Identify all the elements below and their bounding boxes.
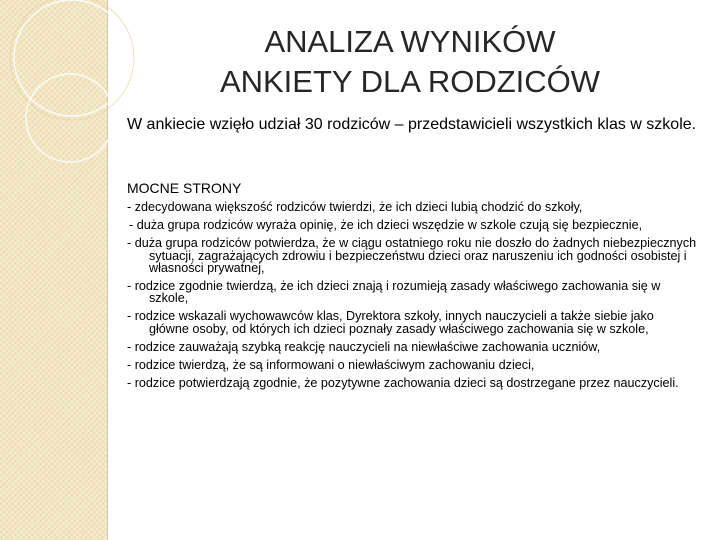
section-heading: MOCNE STRONY — [127, 180, 242, 196]
list-item: - duża grupa rodziców wyraża opinię, że ich dzieci wszędzie w szkole czują się bezpiecznie, — [129, 218, 643, 233]
title-line-2: ANKIETY DLA RODZICÓW — [219, 64, 601, 99]
decor-circle-small — [26, 74, 114, 162]
list-item: - rodzice zauważają szybką reakcję nauczycieli na niewłaściwe zachowania uczniów, — [127, 339, 601, 354]
list-item: - rodzice zgodnie twierdzą, że ich dzieci znają i rozumieją zasady właściwego zachowania się w szkole, — [127, 279, 661, 306]
title-line-1: ANALIZA WYNIKÓW — [264, 24, 556, 59]
decor-circle-large — [14, 0, 130, 116]
list-item: - rodzice twierdzą, że są informowani o niewłaściwym zachowaniu dzieci, — [127, 358, 535, 373]
decor-circle-outer — [10, 0, 134, 120]
list-item: - rodzice potwierdzają zgodnie, że pozytywne zachowania dzieci są dostrzegane przez nauczycieli. — [127, 376, 679, 391]
list-item: - rodzice wskazali wychowawców klas, Dyrektora szkoły, innych nauczycieli a także siebie jako główne osoby, od których ich dzieci poznały zasady właściwego zachowania się w szkole, — [127, 309, 654, 336]
strengths-section — [127, 181, 697, 395]
list-item: - zdecydowana większość rodziców twierdzi, że ich dzieci lubią chodzić do szkoły, — [127, 200, 583, 214]
list-item: - duża grupa rodziców potwierdza, że w ciągu ostatniego roku nie doszło do żadnych niebezpiecznych sytuacji, zagrażających zdrowiu i bezpieczeństwu dzieci oraz naruszeniu ich godności osobistej i własności prywatnej, — [127, 236, 697, 275]
intro-paragraph: W ankiecie wzięło udział 30 rodziców – przedstawicieli wszystkich klas w szkole. — [127, 116, 697, 133]
page-title — [160, 22, 660, 102]
